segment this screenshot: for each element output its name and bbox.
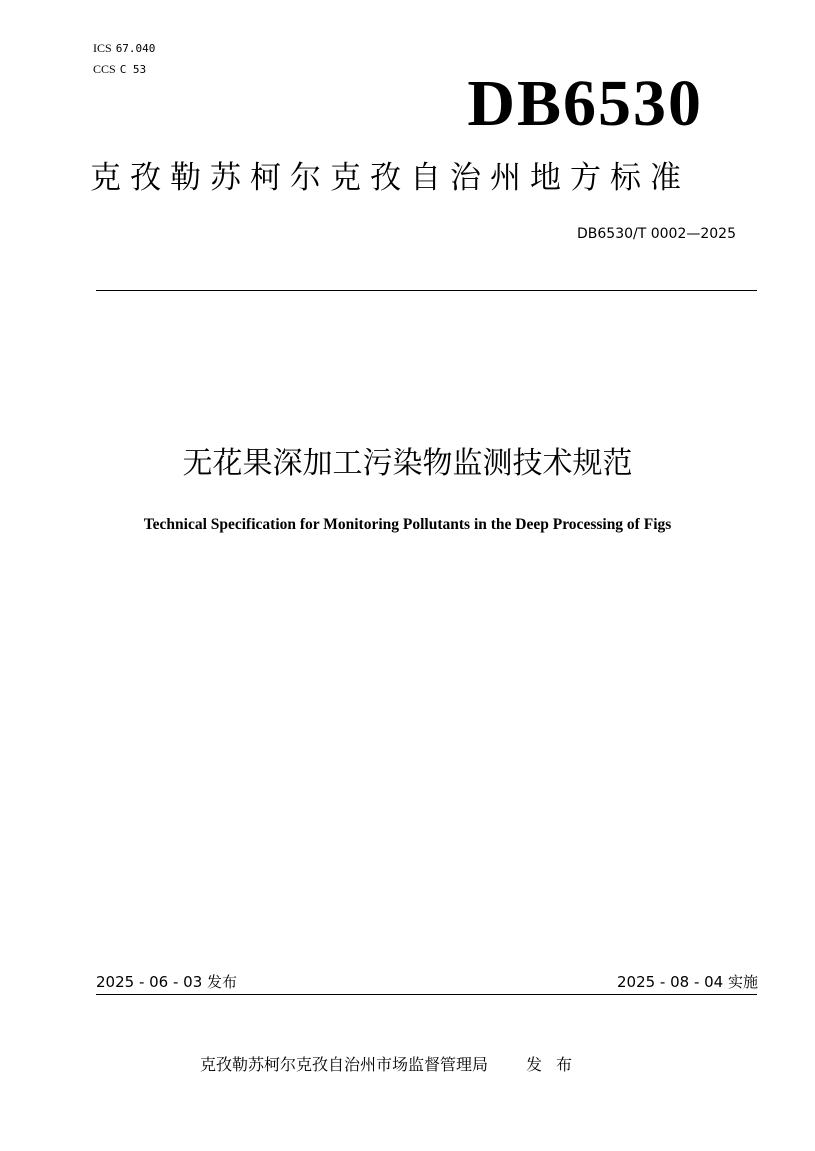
implementation-date: 2025 - 08 - 04 实施 xyxy=(616,973,758,991)
ics-classification xyxy=(93,41,155,56)
ics-code: 67.040 xyxy=(115,42,156,55)
ccs-label: CCS xyxy=(93,62,116,76)
publish-date: 2025 - 06 - 03 发布 xyxy=(96,973,238,991)
document-title-chinese: 无花果深加工污染物监测技术规范 xyxy=(182,446,633,481)
standard-number: DB6530/T 0002—2025 xyxy=(577,226,736,242)
ics-label: ICS xyxy=(93,41,112,55)
issuing-authority xyxy=(200,1053,586,1077)
ccs-code: C 53 xyxy=(119,63,147,76)
issuer-name: 克孜勒苏柯尔克孜自治州市场监督管理局 xyxy=(200,1055,489,1074)
ccs-classification xyxy=(93,62,146,77)
header-divider xyxy=(96,290,757,291)
db-logo: DB6530 xyxy=(467,67,703,140)
standard-type-heading: 克孜勒苏柯尔克孜自治州地方标准 xyxy=(90,160,690,196)
issue-action: 发布 xyxy=(526,1055,587,1074)
footer-divider xyxy=(96,994,757,995)
document-title-english: Technical Specification for Monitoring Pollutants in the Deep Processing of Figs xyxy=(143,516,672,533)
